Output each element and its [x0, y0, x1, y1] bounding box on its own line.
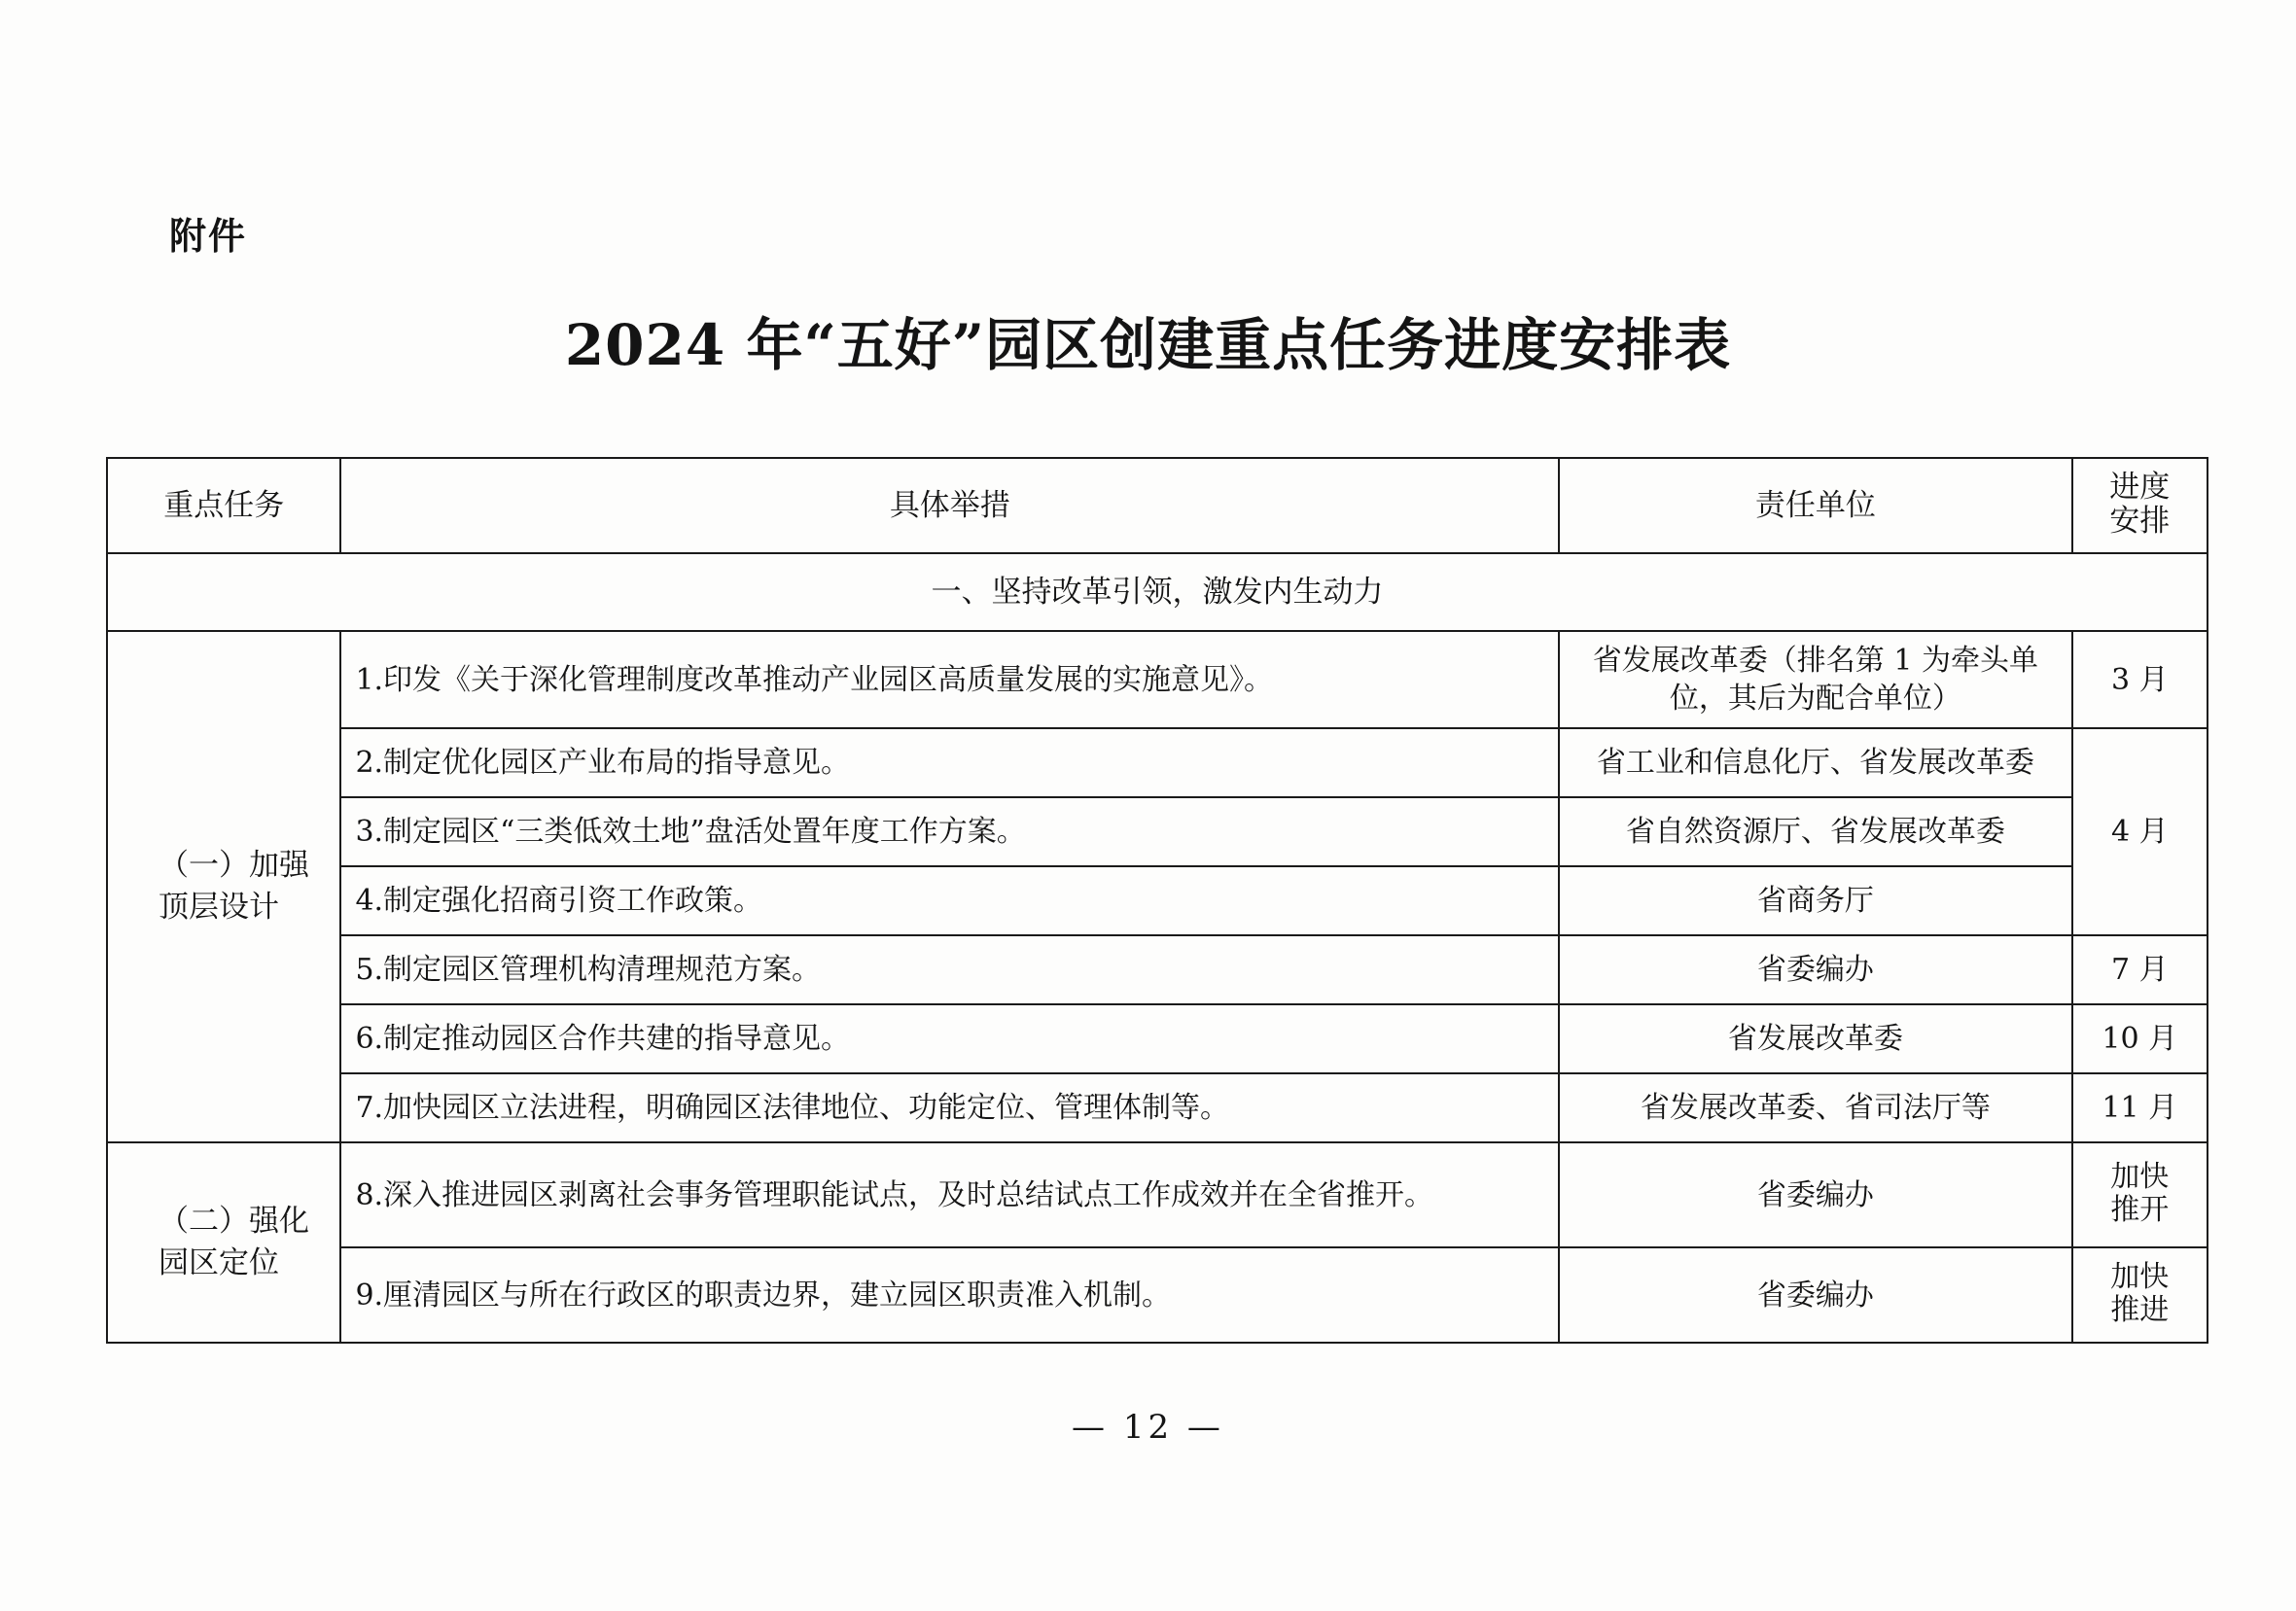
measure-cell: 7.加快园区立法进程，明确园区法律地位、功能定位、管理体制等。 [340, 1073, 1559, 1142]
schedule-text: 加快推进 [2110, 1259, 2170, 1328]
table-row [107, 728, 2208, 797]
table-row [107, 935, 2208, 1004]
schedule-cell: 7 月 [2072, 935, 2208, 1004]
measure-cell: 3.制定园区“三类低效土地”盘活处置年度工作方案。 [340, 797, 1559, 866]
table-row [107, 1073, 2208, 1142]
header-measure: 具体举措 [340, 458, 1559, 553]
measure-cell: 1.印发《关于深化管理制度改革推动产业园区高质量发展的实施意见》。 [340, 631, 1559, 728]
header-task: 重点任务 [107, 458, 340, 553]
measure-cell: 9.厘清园区与所在行政区的职责边界，建立园区职责准入机制。 [340, 1247, 1559, 1343]
unit-cell: 省委编办 [1559, 1247, 2071, 1343]
schedule-cell: 4 月 [2072, 728, 2208, 935]
measure-cell: 8.深入推进园区剥离社会事务管理职能试点，及时总结试点工作成效并在全省推开。 [340, 1142, 1559, 1247]
schedule-text: 加快推开 [2110, 1159, 2170, 1228]
table-row [107, 797, 2208, 866]
task-group-1: （一）加强顶层设计 [107, 631, 340, 1142]
unit-cell: 省委编办 [1559, 1142, 2071, 1247]
measure-cell: 2.制定优化园区产业布局的指导意见。 [340, 728, 1559, 797]
schedule-cell: 3 月 [2072, 631, 2208, 728]
table-row [107, 1142, 2208, 1247]
task-group-2: （二）强化园区定位 [107, 1142, 340, 1343]
task-schedule-table [106, 457, 2208, 1344]
measure-cell: 6.制定推动园区合作共建的指导意见。 [340, 1004, 1559, 1073]
schedule-cell [2072, 1142, 2208, 1247]
unit-cell: 省委编办 [1559, 935, 2071, 1004]
unit-cell: 省发展改革委（排名第 1 为牵头单位，其后为配合单位） [1559, 631, 2071, 728]
table-row [107, 1004, 2208, 1073]
unit-cell: 省自然资源厅、省发展改革委 [1559, 797, 2071, 866]
measure-cell: 5.制定园区管理机构清理规范方案。 [340, 935, 1559, 1004]
document-title: 2024 年“五好”园区创建重点任务进度安排表 [564, 312, 1732, 378]
section-heading-1: 一、坚持改革引领，激发内生动力 [107, 553, 2208, 631]
table-row [107, 1247, 2208, 1343]
unit-cell: 省商务厅 [1559, 866, 2071, 935]
unit-cell: 省发展改革委、省司法厅等 [1559, 1073, 2071, 1142]
table-header-row [107, 458, 2208, 553]
schedule-cell: 10 月 [2072, 1004, 2208, 1073]
table-row [107, 631, 2208, 728]
header-schedule [2072, 458, 2208, 553]
schedule-cell [2072, 1247, 2208, 1343]
attachment-label: 附件 [169, 215, 248, 258]
schedule-cell: 11 月 [2072, 1073, 2208, 1142]
page-number: — 12 — [1072, 1408, 1224, 1447]
unit-cell: 省工业和信息化厅、省发展改革委 [1559, 728, 2071, 797]
unit-cell: 省发展改革委 [1559, 1004, 2071, 1073]
table-row [107, 866, 2208, 935]
header-unit: 责任单位 [1559, 458, 2071, 553]
measure-cell: 4.制定强化招商引资工作政策。 [340, 866, 1559, 935]
section-row [107, 553, 2208, 631]
header-schedule-text: 进度安排 [2109, 469, 2171, 540]
